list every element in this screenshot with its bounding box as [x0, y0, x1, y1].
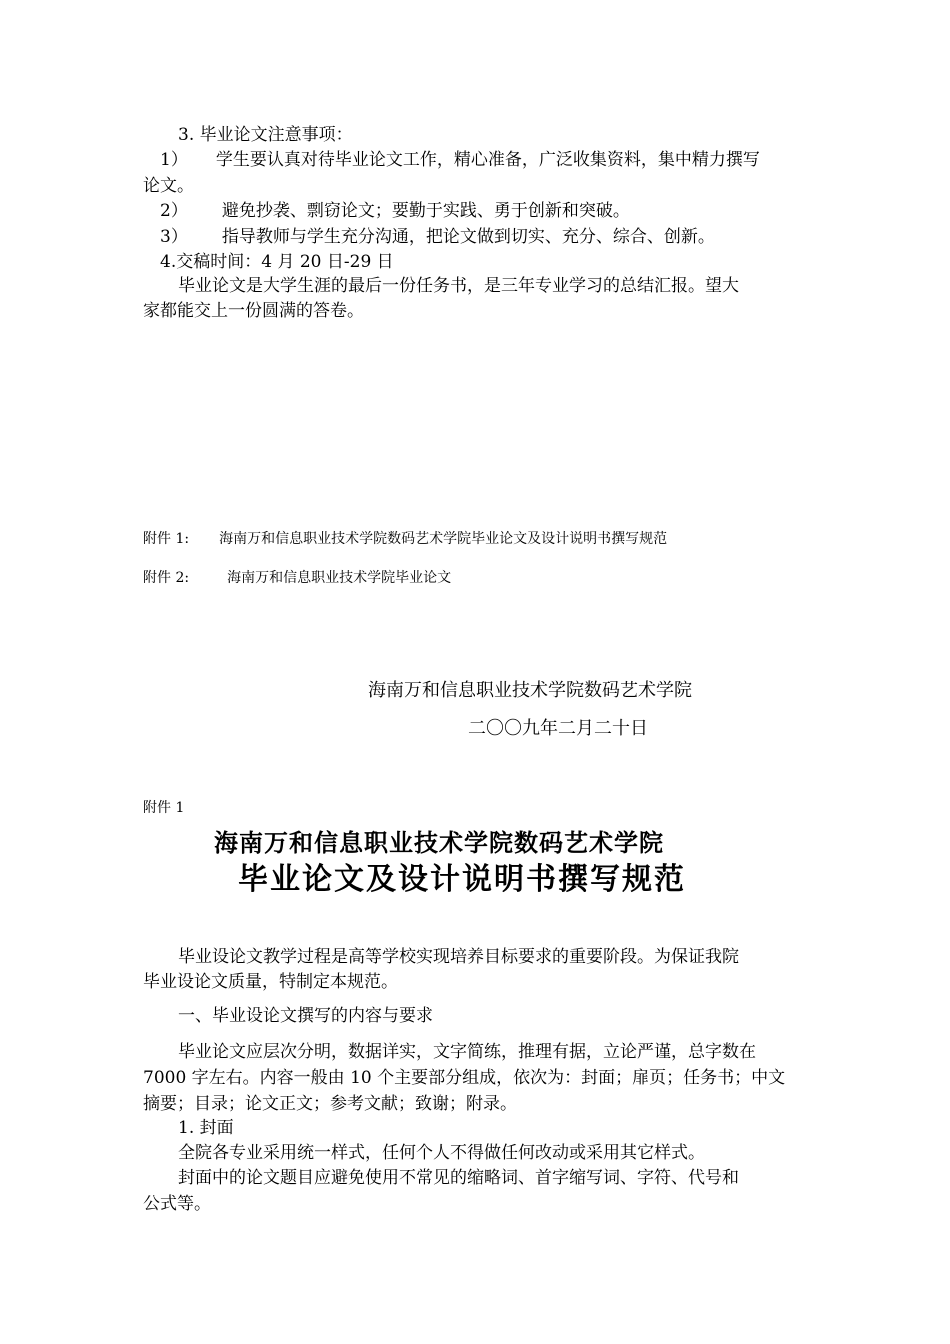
subsection-1-para-2a: 封面中的论文题目应避免使用不常见的缩略词、首字缩写词、字符、代号和	[178, 1168, 739, 1188]
item2-text: 避免抄袭、剽窃论文；要勤于实践、勇于创新和突破。	[221, 201, 630, 221]
section4-title: 4.交稿时间：4 月 20 日-29 日	[160, 252, 394, 272]
subsection-1-para-2b: 公式等。	[143, 1194, 211, 1214]
content-line-1: 毕业论文应层次分明，数据详实，文字简练，推理有据，立论严谨，总字数在	[178, 1042, 756, 1062]
attachment-2-text: 海南万和信息职业技术学院毕业论文	[227, 570, 452, 586]
item3-number: 3）	[160, 227, 188, 247]
item1-text: 学生要认真对待毕业论文工作，精心准备，广泛收集资料，集中精力撰写	[215, 150, 760, 170]
content-line-2: 7000 字左右。内容一般由 10 个主要部分组成，依次为：封面；扉页；任务书；中文	[143, 1068, 786, 1088]
attachment-2-label: 附件 2:	[143, 570, 190, 586]
item2	[160, 199, 630, 223]
content-line-3: 摘要；目录；论文正文；参考文献；致谢；附录。	[143, 1094, 517, 1114]
section3-title: 3. 毕业论文注意事项：	[178, 125, 353, 145]
signature-date: 二〇〇九年二月二十日	[468, 718, 648, 739]
intro-line-1: 毕业设论文教学过程是高等学校实现培养目标要求的重要阶段。为保证我院	[178, 947, 739, 967]
intro-line-2: 毕业设论文质量，特制定本规范。	[143, 972, 398, 992]
subsection-1-title: 1. 封面	[178, 1118, 234, 1138]
appendix1-title-1: 海南万和信息职业技术学院数码艺术学院	[214, 828, 664, 857]
attachment-1-label: 附件 1:	[143, 531, 190, 547]
attachment-2	[143, 566, 451, 590]
item1	[160, 148, 760, 172]
item3	[160, 225, 715, 249]
attachment-1-text: 海南万和信息职业技术学院数码艺术学院毕业论文及设计说明书撰写规范	[219, 531, 668, 547]
signature-org: 海南万和信息职业技术学院数码艺术学院	[368, 680, 692, 701]
item1-continuation: 论文。	[143, 176, 194, 196]
item3-text: 指导教师与学生充分沟通，把论文做到切实、充分、综合、创新。	[221, 227, 715, 247]
section-1-title: 一、毕业设论文撰写的内容与要求	[178, 1006, 433, 1026]
closing-line-2: 家都能交上一份圆满的答卷。	[143, 301, 364, 321]
attachment-1	[143, 527, 667, 551]
subsection-1-para-1: 全院各专业采用统一样式，任何个人不得做任何改动或采用其它样式。	[178, 1143, 705, 1163]
appendix1-label: 附件 1	[143, 800, 185, 816]
item1-number: 1）	[160, 150, 188, 170]
item2-number: 2）	[160, 201, 188, 221]
appendix1-title-2: 毕业论文及设计说明书撰写规范	[238, 862, 686, 897]
closing-line-1: 毕业论文是大学生涯的最后一份任务书，是三年专业学习的总结汇报。望大	[178, 276, 739, 296]
